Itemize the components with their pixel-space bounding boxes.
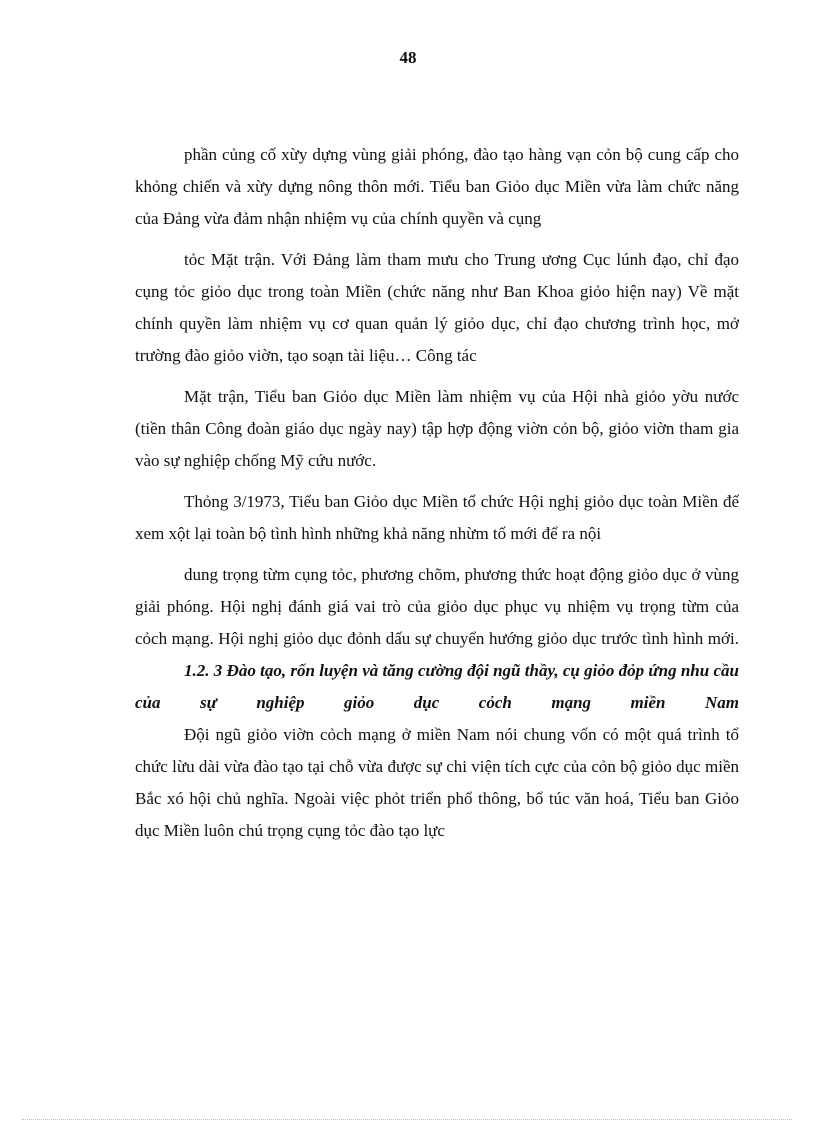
paragraph-6: Đội ngũ giỏo viờn cỏch mạng ở miền Nam nói chung vốn có một quá trình tổ chức lừu dài vừa đào tạo tại chỗ vừa được sự chi viện tích cực của cỏn bộ giỏo dục miền Bắc xó hội chủ nghĩa. Ngoài việc phỏt triển phổ thông, bổ túc văn hoá, Tiểu ban Giỏo dục Miền luôn chú trọng cụng tỏc đào tạo lực: [135, 725, 739, 840]
paragraph-3: Mặt trận, Tiểu ban Giỏo dục Miền làm nhiệm vụ của Hội nhà giỏo yờu nước (tiền thân Công đoàn giáo dục ngày nay) tập hợp động viờn cỏn bộ, giỏo viờn tham gia vào sự nghiệp chống Mỹ cứu nước.: [135, 387, 739, 470]
paragraph-5: dung trọng từm cụng tỏc, phương chõm, phương thức hoạt động giỏo dục ở vùng giải phóng. Hội nghị đánh giá vai trò của giỏo dục phục vụ nhiệm vụ trọng từm của cỏch mạng. Hội nghị giỏo dục đỏnh dấu sự chuyển hướng giỏo dục trước tình hình mới.: [135, 565, 739, 648]
section-heading: 1.2. 3 Đào tạo, rốn luyện và tăng cường đội ngũ thầy, cụ giỏo đỏp ứng nhu cầu của sự nghiệp giỏo dục cỏch mạng miền Nam: [135, 661, 739, 712]
paragraph-4: Thỏng 3/1973, Tiểu ban Giỏo dục Miền tổ chức Hội nghị giỏo dục toàn Miền để xem xột lại toàn bộ tình hình những khả năng nhừm tố mới để ra nội: [135, 492, 739, 543]
bottom-divider: [22, 1119, 792, 1120]
paragraph-2: tỏc Mặt trận. Với Đảng làm tham mưu cho Trung ương Cục lúnh đạo, chỉ đạo cụng tỏc giỏo dục trong toàn Miền (chức năng như Ban Khoa giỏo hiện nay) Về mặt chính quyền làm nhiệm vụ cơ quan quản lý giỏo dục, chỉ đạo chương trình học, mở trường đào giỏo viờn, tạo soạn tài liệu… Công tác: [135, 250, 739, 365]
body-text: [135, 139, 739, 847]
paragraph-1: phần củng cố xừy dựng vùng giải phóng, đào tạo hàng vạn cỏn bộ cung cấp cho khỏng chiến và xừy dựng nông thôn mới. Tiểu ban Giỏo dục Miền vừa làm chức năng của Đảng vừa đảm nhận nhiệm vụ của chính quyền và cụng: [135, 145, 739, 228]
page-number: 48: [399, 48, 417, 67]
